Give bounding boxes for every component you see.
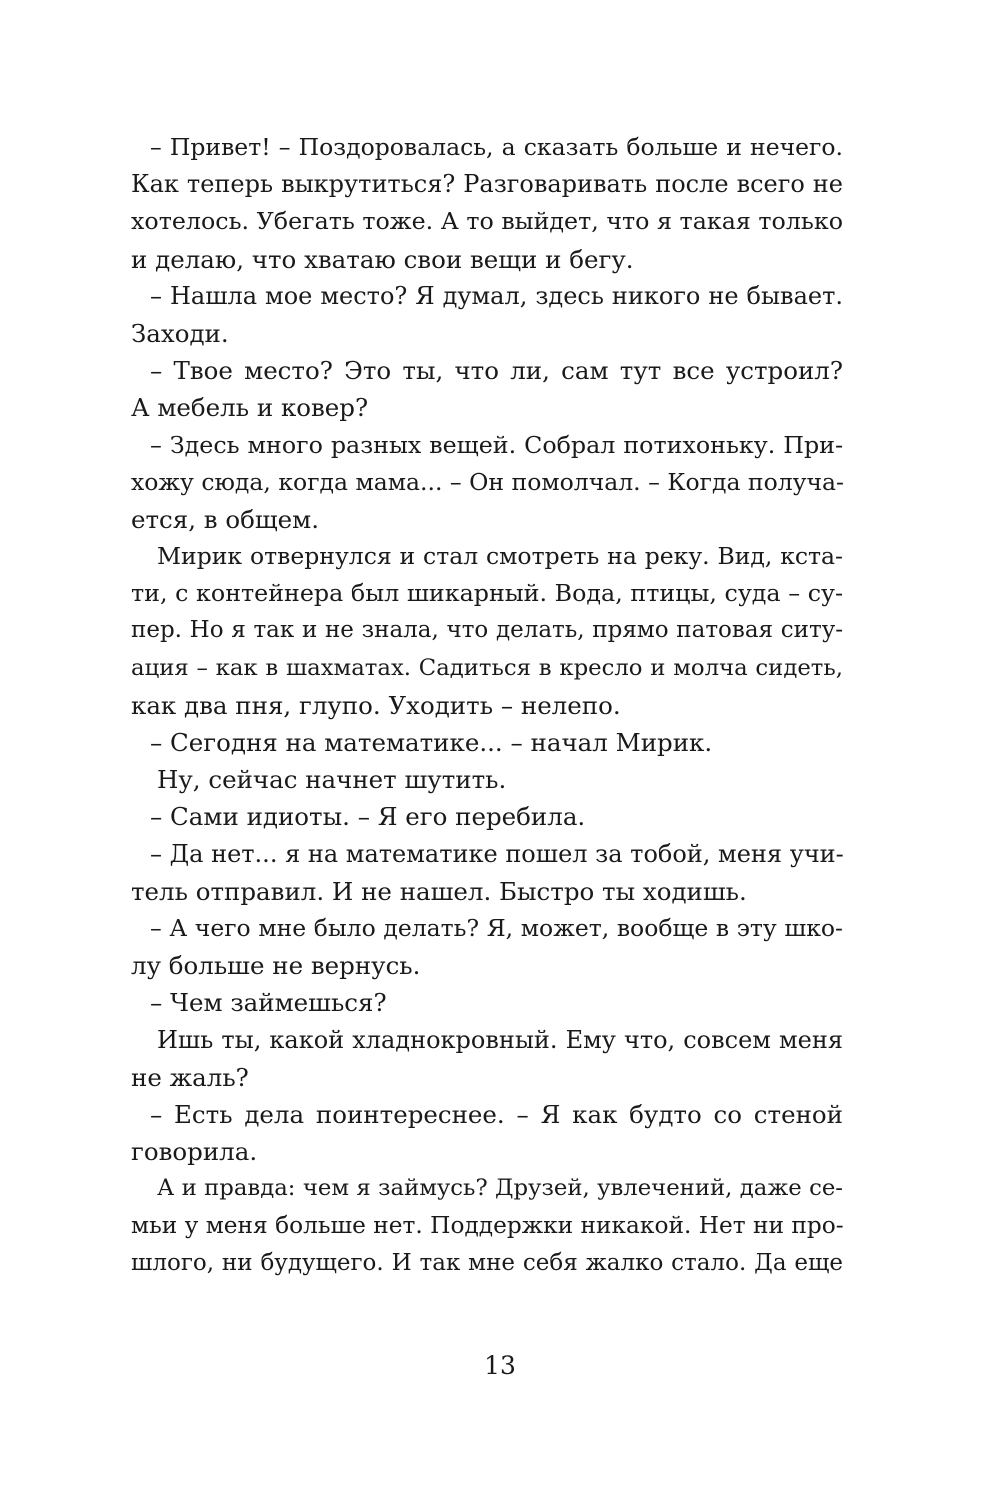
text-line: Мирик отвернулся и стал смотреть на реку. Вид, кста- (157, 542, 843, 571)
text-line: Ишь ты, какой хладнокровный. Ему что, совсем меня (157, 1025, 843, 1054)
text-line: хотелось. Убегать тоже. А то выйдет, что я такая только (131, 207, 843, 236)
text-line: тель отправил. И не нашел. Быстро ты ходишь. (131, 876, 747, 906)
text-line: – Сегодня на математике... – начал Мирик. (150, 728, 713, 757)
text-line: ация – как в шахматах. Садиться в кресло и молча сидеть, (131, 654, 843, 681)
text-line: Как теперь выкрутиться? Разговаривать после всего не (131, 170, 843, 199)
text-line: и делаю, что хватаю свои вещи и бегу. (131, 244, 634, 274)
text-line: пер. Но я так и не знала, что делать, прямо патовая ситу- (131, 617, 843, 644)
text-line: ется, в общем. (131, 504, 320, 534)
text-line: шлого, ни будущего. И так мне себя жалко стало. Да еще (131, 1249, 843, 1276)
page-number: 13 (484, 1351, 516, 1380)
text-line: – Есть дела поинтереснее. – Я как будто со стеной (150, 1099, 843, 1129)
body-text (131, 129, 843, 1282)
text-line: Заходи. (131, 318, 229, 348)
text-line: – Чем займешься? (150, 988, 387, 1018)
text-line: не жаль? (131, 1062, 249, 1092)
text-line: – Твое место? Это ты, что ли, сам тут все устроил? (150, 356, 843, 386)
text-line: лу больше не вернусь. (131, 951, 421, 981)
text-line: – Здесь много разных вещей. Собрал потихоньку. При- (150, 430, 843, 459)
text-line: говорила. (131, 1137, 258, 1167)
text-line: хожу сюда, когда мама... – Он помолчал. – Когда получа- (131, 467, 844, 496)
text-line: – Нашла мое место? Я думал, здесь никого не бывает. (150, 281, 843, 310)
text-line: – Сами идиоты. – Я его перебила. (150, 802, 586, 832)
text-line: А и правда: чем я займусь? Друзей, увлечений, даже се- (157, 1175, 843, 1202)
text-line: – А чего мне было делать? Я, может, вообще в эту шко- (150, 913, 843, 942)
text-line: – Да нет... я на математике пошел за тобой, меня учи- (150, 839, 844, 868)
text-line: мьи у меня больше нет. Поддержки никакой. Нет ни про- (131, 1212, 844, 1240)
text-line: как два пня, глупо. Уходить – нелепо. (131, 690, 621, 720)
text-line: – Привет! – Поздоровалась, а сказать больше и нечего. (150, 133, 843, 161)
text-line: Ну, сейчас начнет шутить. (157, 765, 507, 795)
text-line: А мебель и ковер? (131, 393, 369, 423)
text-line: ти, с контейнера был шикарный. Вода, птицы, суда – су- (131, 579, 843, 608)
